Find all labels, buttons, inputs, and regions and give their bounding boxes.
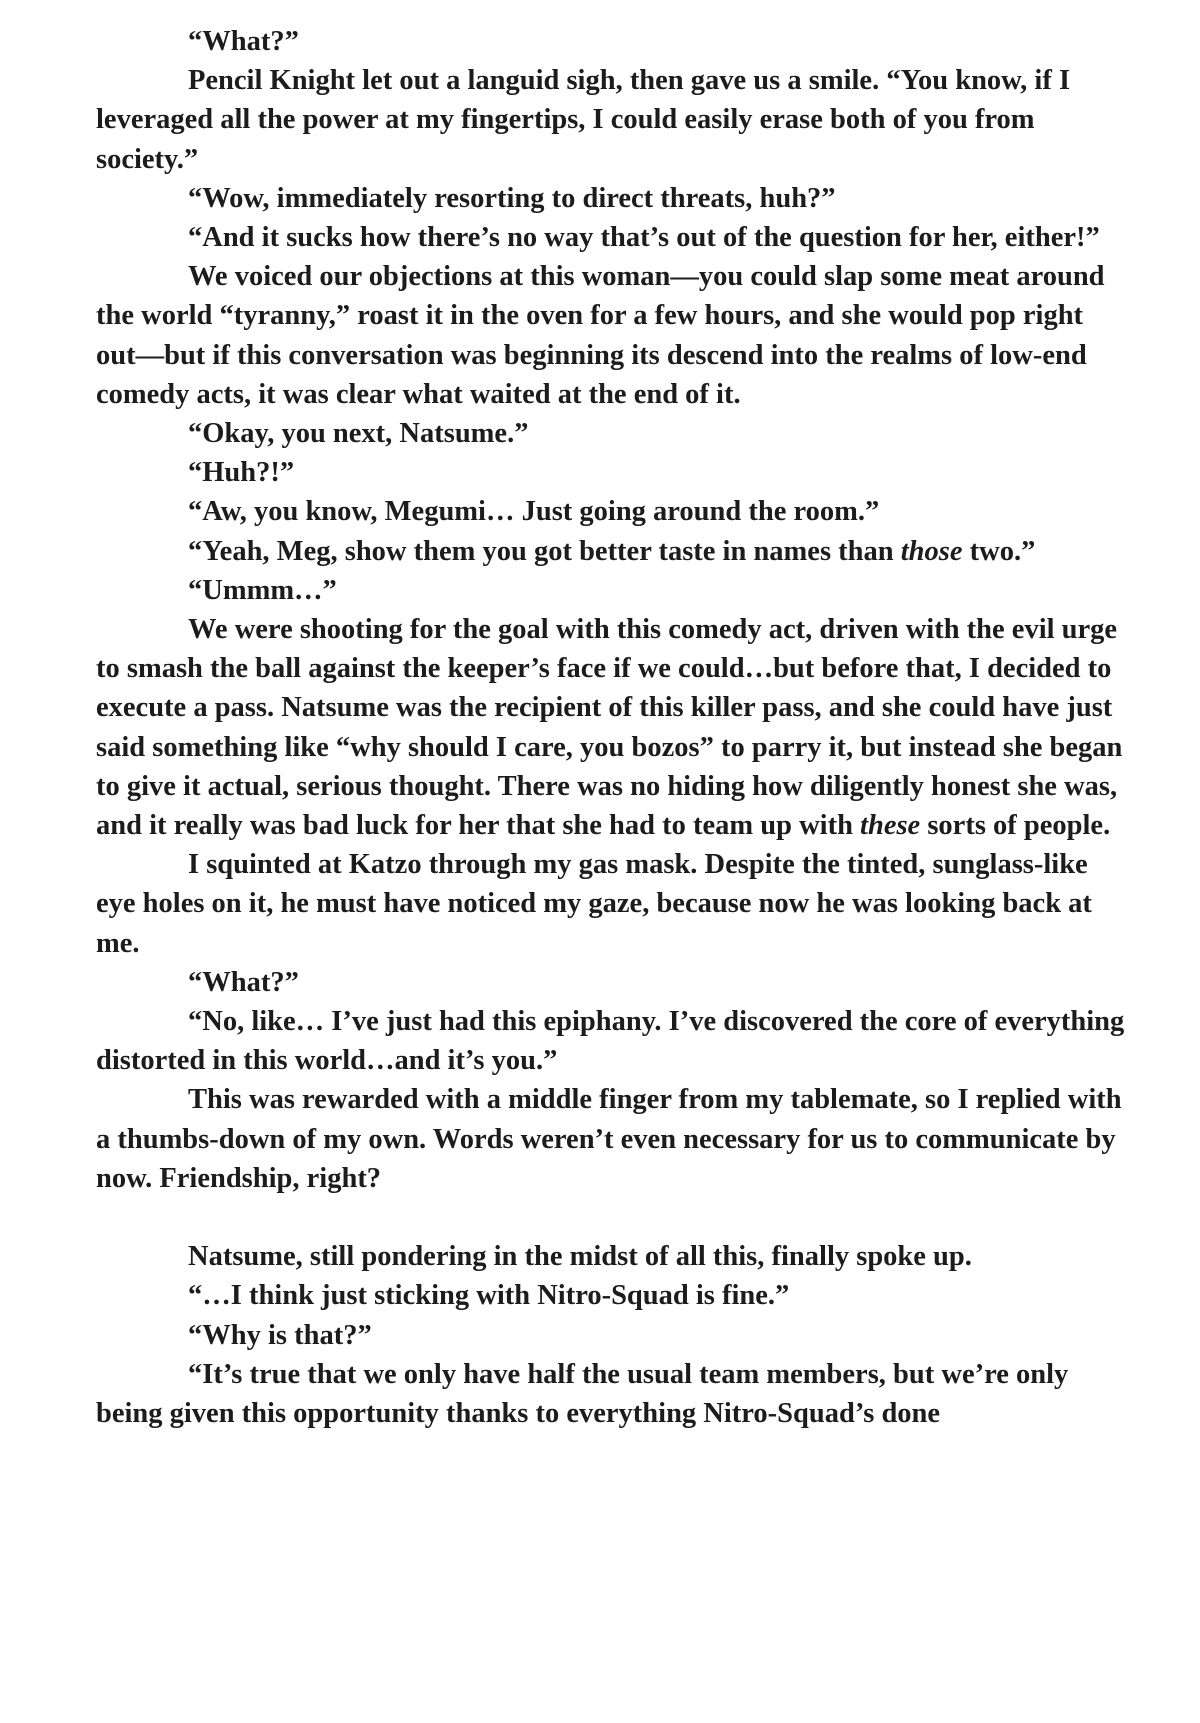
text-run: two.” (962, 535, 1036, 567)
paragraph: Pencil Knight let out a languid sigh, then gave us a smile. “You know, if I leveraged all the power at my fingertips, I could easily erase both of you from society.” (96, 65, 1071, 175)
paragraph: “No, like… I’ve just had this epiphany. I’ve discovered the core of everything distorted in this world…and it’s you.” (96, 1006, 1125, 1077)
text-run: “Yeah, Meg, show them you got better taste in names than (188, 535, 901, 567)
emphasis-text: those (900, 535, 963, 567)
paragraph: “And it sucks how there’s no way that’s out of the question for her, either!” (188, 222, 1100, 254)
paragraph: “Ummm…” (188, 574, 337, 606)
paragraph: “Aw, you know, Megumi… Just going around the room.” (188, 496, 880, 528)
paragraph: “What?” (188, 966, 299, 998)
paragraph: “Okay, you next, Natsume.” (188, 418, 529, 450)
paragraph: Natsume, still pondering in the midst of all this, finally spoke up. (188, 1241, 972, 1273)
text-run: sorts of people. (920, 810, 1111, 842)
body-text (96, 22, 1126, 1433)
text-run: We were shooting for the goal with this comedy act, driven with the evil urge to smash the ball against the keeper’s face if we could…but before that, I decided to execute a pass. Natsume was the recipient of this killer pass, and she could have just said something like “why should I care, you bozos” to parry it, but instead she began to give it actual, serious thought. There was no hiding how diligently honest she was, and it really was bad luck for her that she had to team up with (96, 614, 1123, 842)
paragraph: We voiced our objections at this woman—you could slap some meat around the world “tyranny,” roast it in the oven for a few hours, and she would pop right out—but if this conversation was beginning its descend into the realms of low-end comedy acts, it was clear what waited at the end of it. (96, 261, 1105, 410)
scene-break (96, 1198, 1126, 1237)
paragraph (96, 532, 1126, 571)
paragraph: “Why is that?” (188, 1319, 372, 1351)
paragraph: “It’s true that we only have half the usual team members, but we’re only being given this opportunity thanks to everything Nitro-Squad’s done (96, 1358, 1069, 1430)
paragraph: “Wow, immediately resorting to direct threats, huh?” (188, 182, 836, 214)
paragraph: “What?” (188, 26, 299, 57)
paragraph: “…I think just sticking with Nitro-Squad is fine.” (188, 1280, 790, 1312)
emphasis-text: these (860, 810, 921, 842)
paragraph: “Huh?!” (188, 457, 295, 489)
paragraph (96, 610, 1126, 845)
paragraph: I squinted at Katzo through my gas mask. Despite the tinted, sunglass-like eye holes on it, he must have noticed my gaze, because now he was looking back at me. (96, 849, 1092, 959)
paragraph: This was rewarded with a middle finger from my tablemate, so I replied with a thumbs-down of my own. Words weren’t even necessary for us to communicate by now. Friendship, right? (96, 1084, 1122, 1194)
